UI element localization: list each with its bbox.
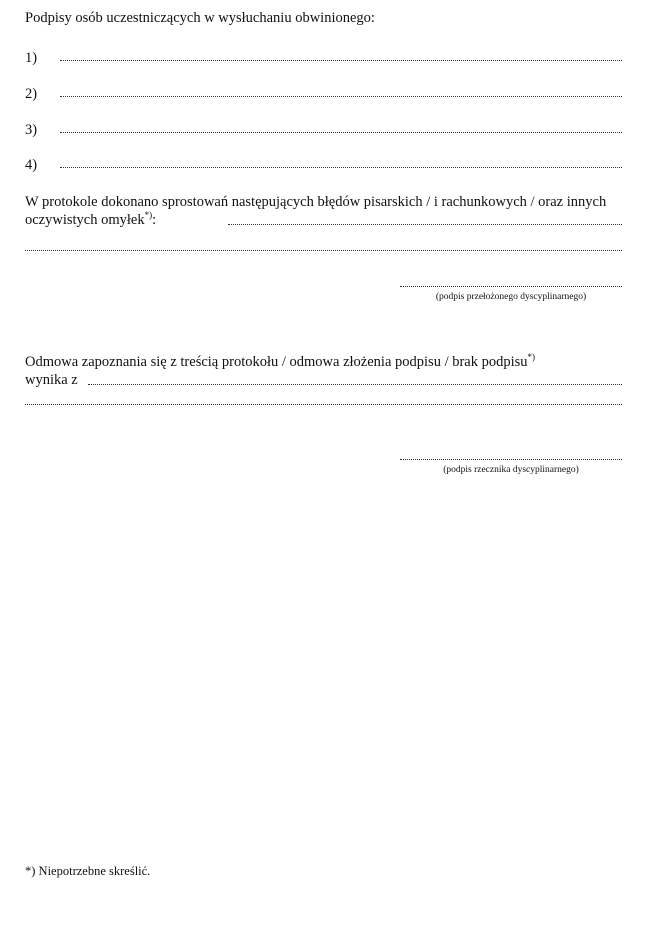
refusal-text: Odmowa zapoznania się z treścią protokołu / odmowa złożenia podpisu / brak podpisu — [25, 354, 528, 370]
superior-signature-caption: (podpis przełożonego dyscyplinarnego) — [435, 292, 587, 302]
section-heading: Podpisy osób uczestniczących w wysłuchaniu obwinionego: — [25, 10, 375, 26]
corrections-text: W protokole dokonano sprostowań następujących błędów pisarskich / i rachunkowych / oraz innych oczywistych omyłek — [25, 194, 607, 228]
signature-number-1: 1) — [25, 50, 38, 66]
corrections-footnote-marker: *) — [144, 210, 153, 221]
footnote-marker: *) — [25, 864, 36, 878]
refusal-fill-line-1[interactable] — [88, 384, 622, 385]
signature-line-4[interactable] — [60, 167, 622, 168]
corrections-colon: : — [152, 212, 157, 228]
refusal-fill-line-2[interactable] — [25, 404, 622, 405]
refusal-line2-label: wynika z — [25, 372, 78, 388]
corrections-fill-line-1[interactable] — [228, 224, 622, 225]
signature-line-1[interactable] — [60, 60, 622, 61]
signature-number-3: 3) — [25, 122, 38, 138]
refusal-footnote-marker: *) — [527, 352, 536, 363]
refusal-paragraph — [25, 353, 623, 371]
signature-line-2[interactable] — [60, 96, 622, 97]
signature-number-2: 2) — [25, 86, 38, 102]
footnote-text: Niepotrzebne skreślić. — [38, 864, 151, 878]
footnote — [25, 864, 150, 879]
prosecutor-signature-caption: (podpis rzecznika dyscyplinarnego) — [443, 465, 579, 475]
signature-line-3[interactable] — [60, 132, 622, 133]
signature-number-4: 4) — [25, 157, 38, 173]
corrections-fill-line-2[interactable] — [25, 250, 622, 251]
superior-signature-line[interactable] — [400, 286, 622, 287]
prosecutor-signature-line[interactable] — [400, 459, 622, 460]
